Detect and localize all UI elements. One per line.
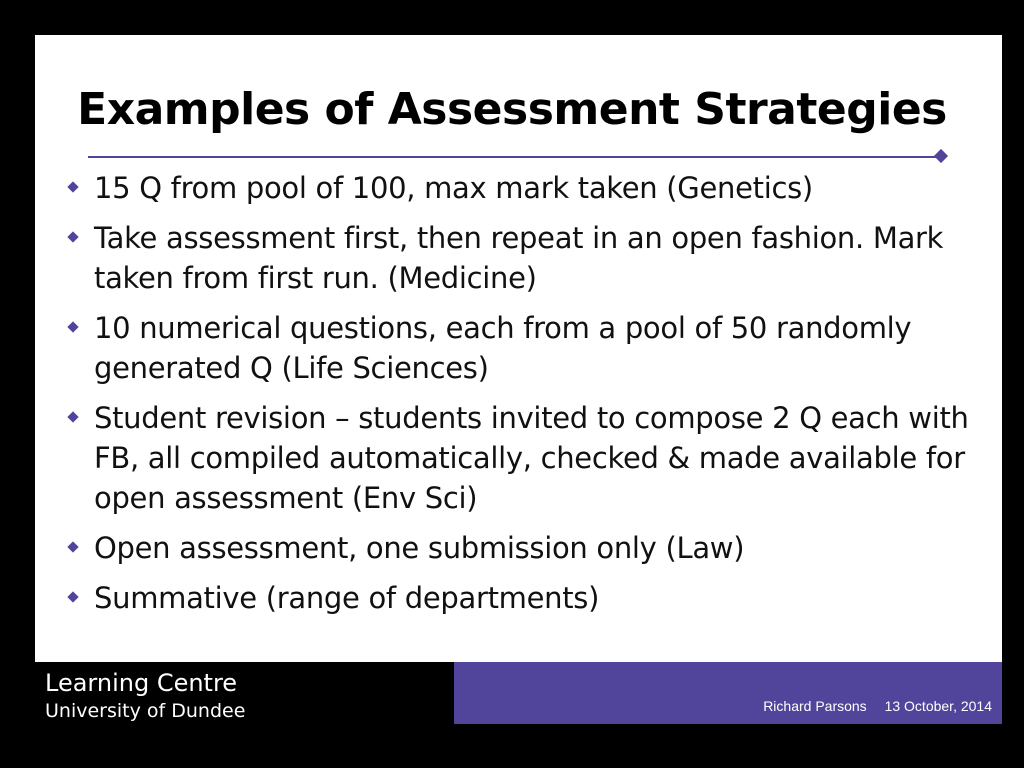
- footer-org-line1: Learning Centre: [45, 669, 238, 697]
- diamond-bullet-icon: [67, 181, 78, 192]
- bullet-text: 15 Q from pool of 100, max mark taken (Genetics): [94, 171, 813, 205]
- footer-author: Richard Parsons: [763, 698, 867, 714]
- diamond-bullet-icon: [67, 231, 78, 242]
- list-item: [66, 578, 986, 618]
- list-item: [66, 398, 986, 518]
- list-item: [66, 528, 986, 568]
- bullet-text: Take assessment first, then repeat in an open fashion. Mark taken from first run. (Medicine): [94, 221, 944, 295]
- diamond-bullet-icon: [67, 591, 78, 602]
- footer-meta: [763, 698, 992, 714]
- footer-date: 13 October, 2014: [884, 698, 992, 714]
- bullet-text: Summative (range of departments): [94, 581, 600, 615]
- list-item: [66, 168, 986, 208]
- footer-org-line2: University of Dundee: [45, 700, 246, 722]
- bullet-text: Open assessment, one submission only (Law): [94, 531, 745, 565]
- diamond-bullet-icon: [67, 411, 78, 422]
- slide-title: Examples of Assessment Strategies: [77, 84, 947, 135]
- bullet-text: Student revision – students invited to compose 2 Q each with FB, all compiled automatically, checked & made available for open assessment (Env Sci): [94, 401, 969, 515]
- diamond-bullet-icon: [67, 541, 78, 552]
- title-underline: [88, 156, 938, 158]
- list-item: [66, 218, 986, 298]
- bullet-list: [66, 168, 986, 628]
- list-item: [66, 308, 986, 388]
- footer-bar: [454, 662, 1002, 724]
- bullet-text: 10 numerical questions, each from a pool of 50 randomly generated Q (Life Sciences): [94, 311, 912, 385]
- diamond-bullet-icon: [67, 321, 78, 332]
- footer-organization: [45, 668, 245, 724]
